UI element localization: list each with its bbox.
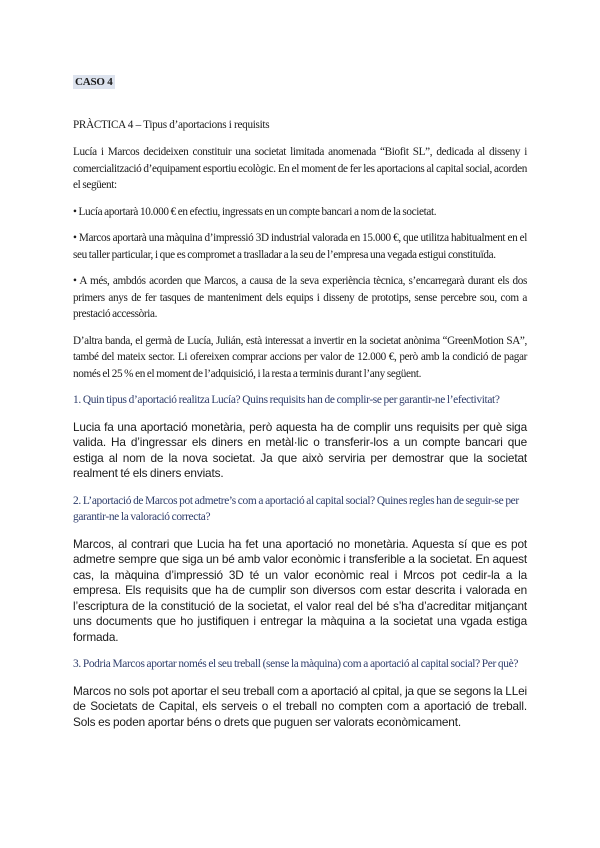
- practice-title: PRÀCTICA 4 – Tipus d’aportacions i requisits: [73, 119, 270, 131]
- bullet-marcos-machine: • Marcos aportarà una màquina d’impressió 3D industrial valorada en 15.000 €, que utilitza habitualment en el seu taller particular, i que es compromet a traslladar a la seu de l’empresa una vegada estigui constituïda.: [73, 232, 527, 261]
- answer-2: Marcos, al contrari que Lucia ha fet una aportació no monetària. Aquesta sí que es pot admetre sempre que siga un bé amb valor econòmic i transferible a la societat. En aquest cas, la màquina d’impressió 3D té un valor econòmic real i Mrcos pot cedir-la a la empresa. Els requisits que ha de cumplir son diversos com estar descrita i valorada en l’escriptura de la constitució de la societat, el valor real del bé s’ha d’acreditar mitjançant uns documents que ho justifiquen i entregar la màquina a la societat una vgada estiga formada.: [73, 536, 527, 644]
- closing-paragraph: D’altra banda, el germà de Lucía, Julián, està interessat a invertir en la societat anònima “GreenMotion SA”, també del mateix sector. Li ofereixen comprar accions per valor de 12.000 €, però amb la condició de pagar només el 25 % en el moment de l’adquisició, i la resta a terminis durant l’any següent.: [73, 334, 527, 380]
- bullet-marcos-service: • A més, ambdós acorden que Marcos, a causa de la seva experiència tècnica, s’encarregarà durant els dos primers anys de fer tasques de manteniment dels equips i disseny de prototips, sense percebre sou, com a prestació accessòria.: [73, 275, 527, 320]
- answer-3: Marcos no sols pot aportar el seu treball com a aportació al cpital, ja que se segons la LLei de Societats de Capital, els serveis o el treball no compten com a aportació de treball. Sols es poden aportar béns o drets que puguen ser valorats econòmicament.: [73, 683, 527, 729]
- answer-1: Lucia fa una aportació monetària, però aquesta ha de complir uns requisits per què siga valida. Ha d’ingressar els diners en metàl·lic o transferir-los a un compte bancari que estiga al nom de la nova societat. Ja que això serviria per demostrar que la societat realment té els diners enviats.: [73, 419, 527, 480]
- bullet-lucia: • Lucía aportarà 10.000 € en efectiu, ingressats en un compte bancari a nom de la societat.: [73, 205, 437, 218]
- case-title: CASO 4: [75, 76, 113, 88]
- question-2: 2. L’aportació de Marcos pot admetre’s com a aportació al capital social? Quines regles han de seguir-se per garantir-ne la valoració correcta?: [73, 494, 519, 523]
- question-1: 1. Quin tipus d’aportació realitza Lucía? Quins requisits han de complir-se per garantir-ne l’efectivitat?: [73, 394, 500, 406]
- question-3: 3. Podria Marcos aportar només el seu treball (sense la màquina) com a aportació al capital social? Per què?: [73, 658, 519, 670]
- intro-paragraph: Lucía i Marcos decideixen constituir una societat limitada anomenada “Biofit SL”, dedicada al disseny i comercialització d’equipament esportiu ecològic. En el moment de fer les aportacions al capital social, acorden el següent:: [73, 146, 527, 191]
